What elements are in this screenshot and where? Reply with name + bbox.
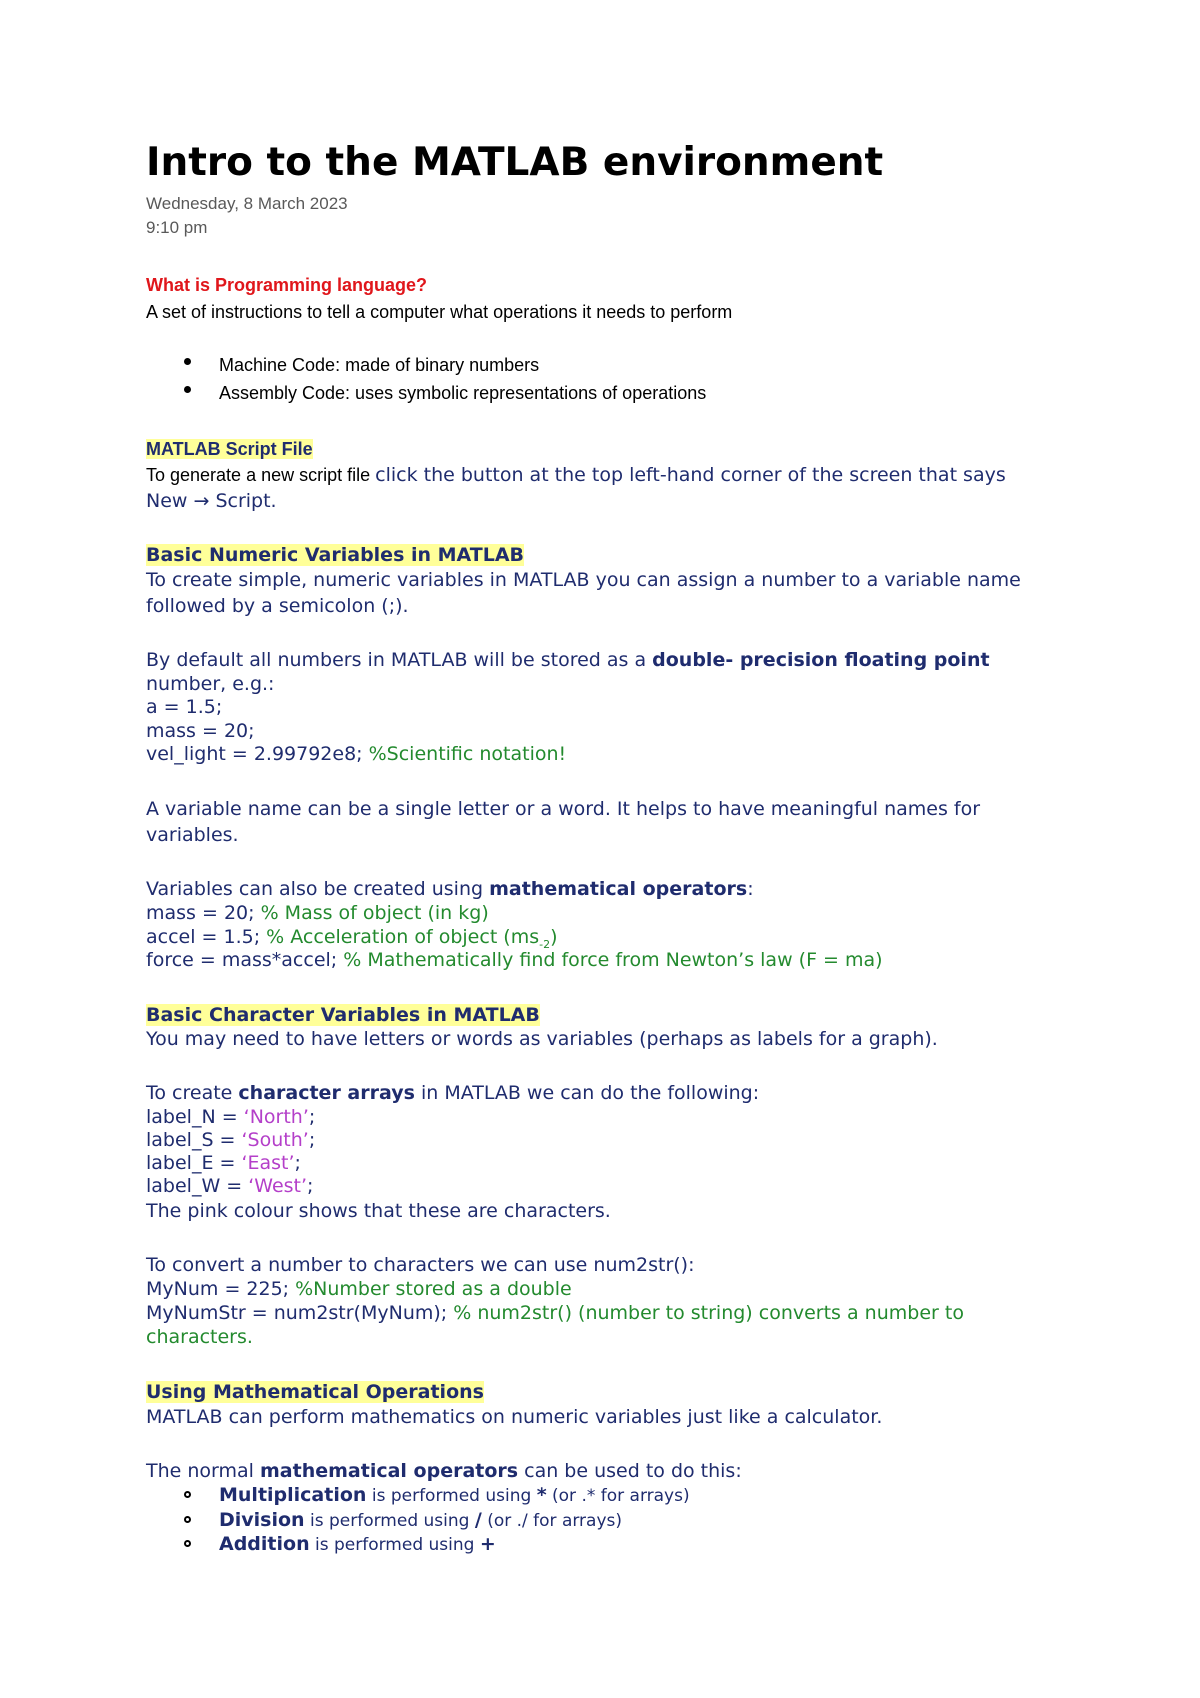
code-text: label_N =	[146, 1106, 244, 1128]
script-file-line1-b: click the button at the top left-hand corner of the screen that says	[375, 464, 1006, 486]
math-heading	[146, 1380, 484, 1404]
math-normal-b: can be used to do this:	[518, 1460, 742, 1482]
code-end: ;	[308, 1106, 316, 1128]
code-line: mass = 20;	[146, 720, 255, 742]
code-comment: %Scientific notation!	[368, 743, 567, 765]
math-normal-a: The normal	[146, 1460, 260, 1482]
programming-heading: What is Programming language?	[146, 275, 428, 295]
operators-intro-a: Variables can also be created using	[146, 878, 490, 900]
code-text: force = mass*accel;	[146, 949, 344, 971]
code-comment: % Acceleration of object (ms	[266, 926, 540, 948]
code-end: ;	[307, 1175, 314, 1197]
code-text: vel_light = 2.99792e8;	[146, 743, 369, 765]
code-end: ;	[308, 1129, 316, 1151]
convert-intro: To convert a number to characters we can use num2str():	[146, 1254, 695, 1276]
code-string: ‘North’	[243, 1106, 309, 1128]
bullet-circle	[184, 1540, 191, 1547]
numeric-intro1: To create simple, numeric variables in MATLAB you can assign a number to a variable name	[146, 569, 1021, 591]
script-file-line1-a: To generate a new script file	[146, 465, 376, 485]
operators-intro-b: :	[747, 878, 754, 900]
numeric-default-bold: double- precision floating point	[652, 649, 990, 671]
code-string: ‘South’	[241, 1129, 309, 1151]
character-heading-text: Basic Character Variables in MATLAB	[146, 1004, 540, 1026]
numeric-heading	[146, 543, 524, 567]
script-file-heading	[146, 437, 313, 461]
variable-name-note2: variables.	[146, 824, 239, 846]
op-name: Multiplication	[219, 1484, 367, 1506]
code-line	[146, 901, 489, 925]
op-extra: (or .* for arrays)	[546, 1486, 690, 1506]
time-stamp: 9:10 pm	[146, 218, 208, 237]
page-title: Intro to the MATLAB environment	[146, 140, 884, 185]
character-create-b: in MATLAB we can do the following:	[414, 1082, 760, 1104]
character-intro: You may need to have letters or words as variables (perhaps as labels for a graph).	[146, 1028, 938, 1050]
op-rest: is performed using	[366, 1486, 537, 1506]
op-symbol: *	[536, 1484, 547, 1506]
code-comment-continued: characters.	[146, 1326, 253, 1348]
numeric-default	[146, 648, 990, 672]
code-line	[146, 1301, 964, 1325]
code-comment: % num2str() (number to string) converts a number to	[453, 1302, 964, 1324]
math-normal-bold: mathematical operators	[260, 1460, 519, 1482]
code-text: MyNumStr = num2str(MyNum);	[146, 1302, 454, 1324]
numeric-heading-text: Basic Numeric Variables in MATLAB	[146, 544, 525, 566]
code-string: ‘East’	[241, 1152, 295, 1174]
code-comment: %Number stored as a double	[295, 1278, 572, 1300]
op-division	[219, 1508, 622, 1533]
bullet-assembly-code: Assembly Code: uses symbolic representations of operations	[219, 383, 707, 403]
code-comment: % Mass of object (in kg)	[260, 902, 489, 924]
variable-name-note1: A variable name can be a single letter or a word. It helps to have meaningful names for	[146, 798, 981, 820]
code-comment-end: )	[550, 926, 558, 948]
code-text: accel = 1.5;	[146, 926, 267, 948]
code-line	[146, 1277, 572, 1301]
code-line	[146, 1174, 313, 1198]
code-string: ‘West’	[248, 1175, 308, 1197]
bullet-machine-code: Machine Code: made of binary numbers	[219, 355, 540, 375]
code-text: MyNum = 225;	[146, 1278, 296, 1300]
code-line	[146, 742, 566, 766]
script-file-line2: New → Script.	[146, 490, 277, 512]
op-symbol: /	[474, 1509, 482, 1531]
code-line	[146, 1151, 301, 1175]
op-symbol: +	[479, 1533, 496, 1555]
code-line	[146, 1105, 315, 1129]
numeric-default-a: By default all numbers in MATLAB will be stored as a	[146, 649, 653, 671]
code-line	[146, 1128, 315, 1152]
character-create	[146, 1081, 759, 1105]
code-comment-sub: -2	[539, 937, 551, 951]
math-normal	[146, 1459, 742, 1483]
pink-note: The pink colour shows that these are characters.	[146, 1200, 611, 1222]
date-stamp: Wednesday, 8 March 2023	[146, 194, 348, 213]
bullet-circle	[184, 1516, 191, 1523]
code-text: mass = 20;	[146, 902, 261, 924]
op-name: Addition	[219, 1533, 310, 1555]
character-create-a: To create	[146, 1082, 239, 1104]
numeric-default-b: number, e.g.:	[146, 673, 275, 695]
code-text: label_E =	[146, 1152, 242, 1174]
script-file-heading-text: MATLAB Script File	[146, 439, 313, 459]
math-intro: MATLAB can perform mathematics on numeric variables just like a calculator.	[146, 1406, 883, 1428]
character-heading	[146, 1003, 540, 1027]
math-heading-text: Using Mathematical Operations	[146, 1381, 484, 1403]
numeric-intro2: followed by a semicolon (;).	[146, 595, 409, 617]
bullet-dot	[184, 358, 191, 365]
script-file-line1	[146, 463, 1006, 488]
op-name: Division	[219, 1509, 305, 1531]
code-line	[146, 948, 883, 972]
op-extra: (or ./ for arrays)	[481, 1511, 623, 1531]
op-rest: is performed using	[304, 1511, 475, 1531]
code-end: ;	[294, 1152, 301, 1174]
character-create-bold: character arrays	[238, 1082, 415, 1104]
op-multiplication	[219, 1483, 690, 1508]
operators-intro	[146, 877, 754, 901]
code-comment: % Mathematically find force from Newton’s law (F = ma)	[343, 949, 883, 971]
programming-definition: A set of instructions to tell a computer what operations it needs to perform	[146, 302, 733, 322]
code-line: a = 1.5;	[146, 696, 223, 718]
code-text: label_S =	[146, 1129, 242, 1151]
op-rest: is performed using	[309, 1535, 480, 1555]
bullet-dot	[184, 386, 191, 393]
bullet-circle	[184, 1491, 191, 1498]
op-addition	[219, 1532, 496, 1557]
operators-intro-bold: mathematical operators	[489, 878, 748, 900]
code-text: label_W =	[146, 1175, 249, 1197]
